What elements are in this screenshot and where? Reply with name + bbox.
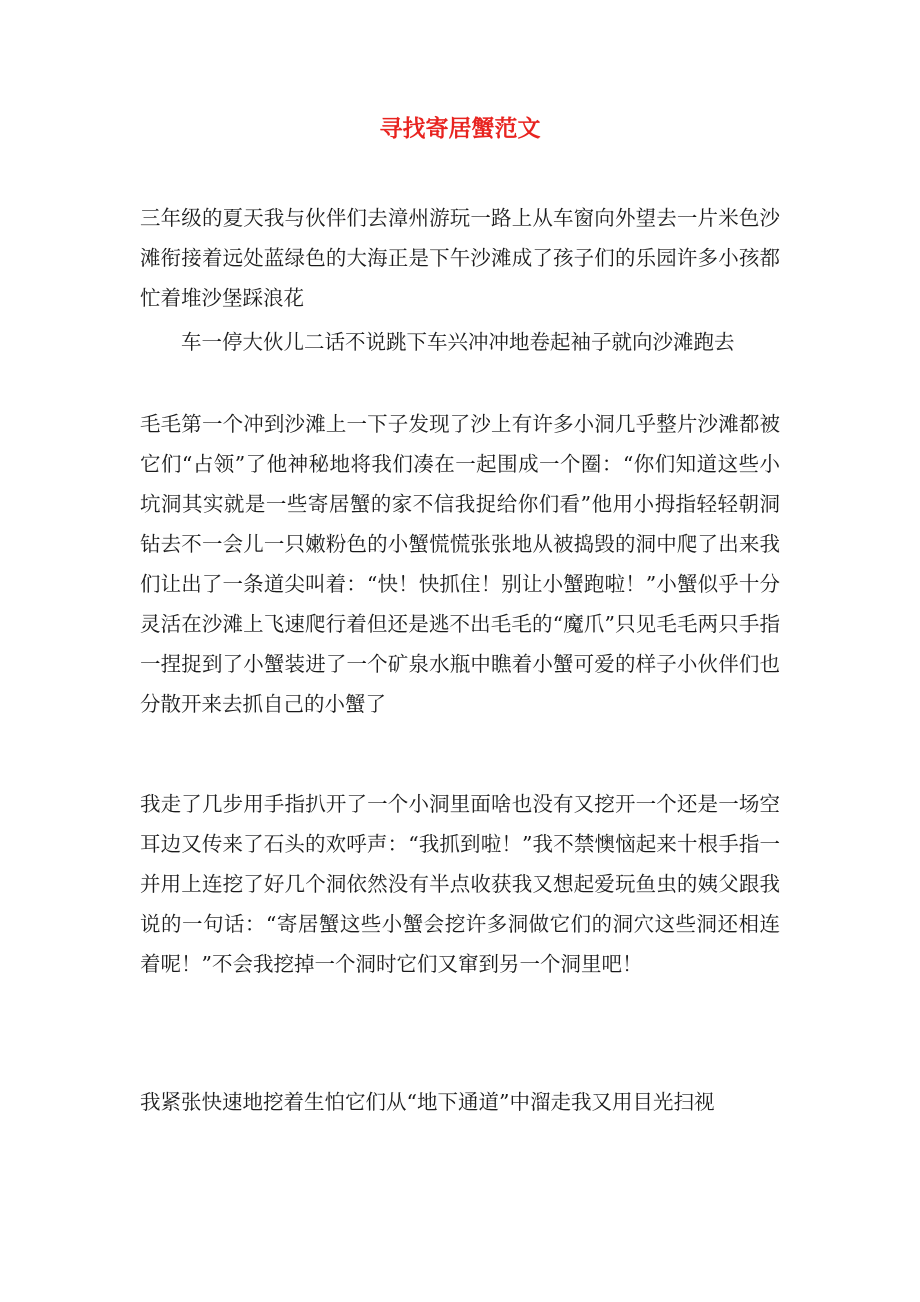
- paragraph-1: 三年级的夏天我与伙伴们去漳州游玩一路上从车窗向外望去一片米色沙滩衔接着远处蓝绿色的大海正是下午沙滩成了孩子们的乐园许多小孩都忙着堆沙堡踩浪花: [140, 206, 780, 310]
- paragraph-2: 车一停大伙儿二话不说跳下车兴冲冲地卷起袖子就向沙滩跑去: [181, 330, 735, 354]
- document-title: 寻找寄居蟹范文: [379, 115, 541, 142]
- paragraph-5: 我紧张快速地挖着生怕它们从“地下通道”中溜走我又用目光扫视: [140, 1090, 715, 1114]
- paragraph-3: 毛毛第一个冲到沙滩上一下子发现了沙上有许多小洞几乎整片沙滩都被它们“占领”了他神秘地将我们凑在一起围成一个圈：“你们知道这些小坑洞其实就是一些寄居蟹的家不信我捉给你们看”他用小拇指轻轻朝洞钻去不一会儿一只嫩粉色的小蟹慌慌张张地从被捣毁的洞中爬了出来我们让出了一条道尖叫着：“快！快抓住！别让小蟹跑啦！”小蟹似乎十分灵活在沙滩上飞速爬行着但还是逃不出毛毛的“魔爪”只见毛毛两只手指一捏捉到了小蟹装进了一个矿泉水瓶中瞧着小蟹可爱的样子小伙伴们也分散开来去抓自己的小蟹了: [140, 412, 780, 716]
- paragraph-4: 我走了几步用手指扒开了一个小洞里面啥也没有又挖开一个还是一场空耳边又传来了石头的欢呼声：“我抓到啦！”我不禁懊恼起来十根手指一并用上连挖了好几个洞依然没有半点收获我又想起爱玩鱼虫的姨父跟我说的一句话：“寄居蟹这些小蟹会挖许多洞做它们的洞穴这些洞还相连着呢！”不会我挖掉一个洞时它们又窜到另一个洞里吧！: [140, 792, 780, 976]
